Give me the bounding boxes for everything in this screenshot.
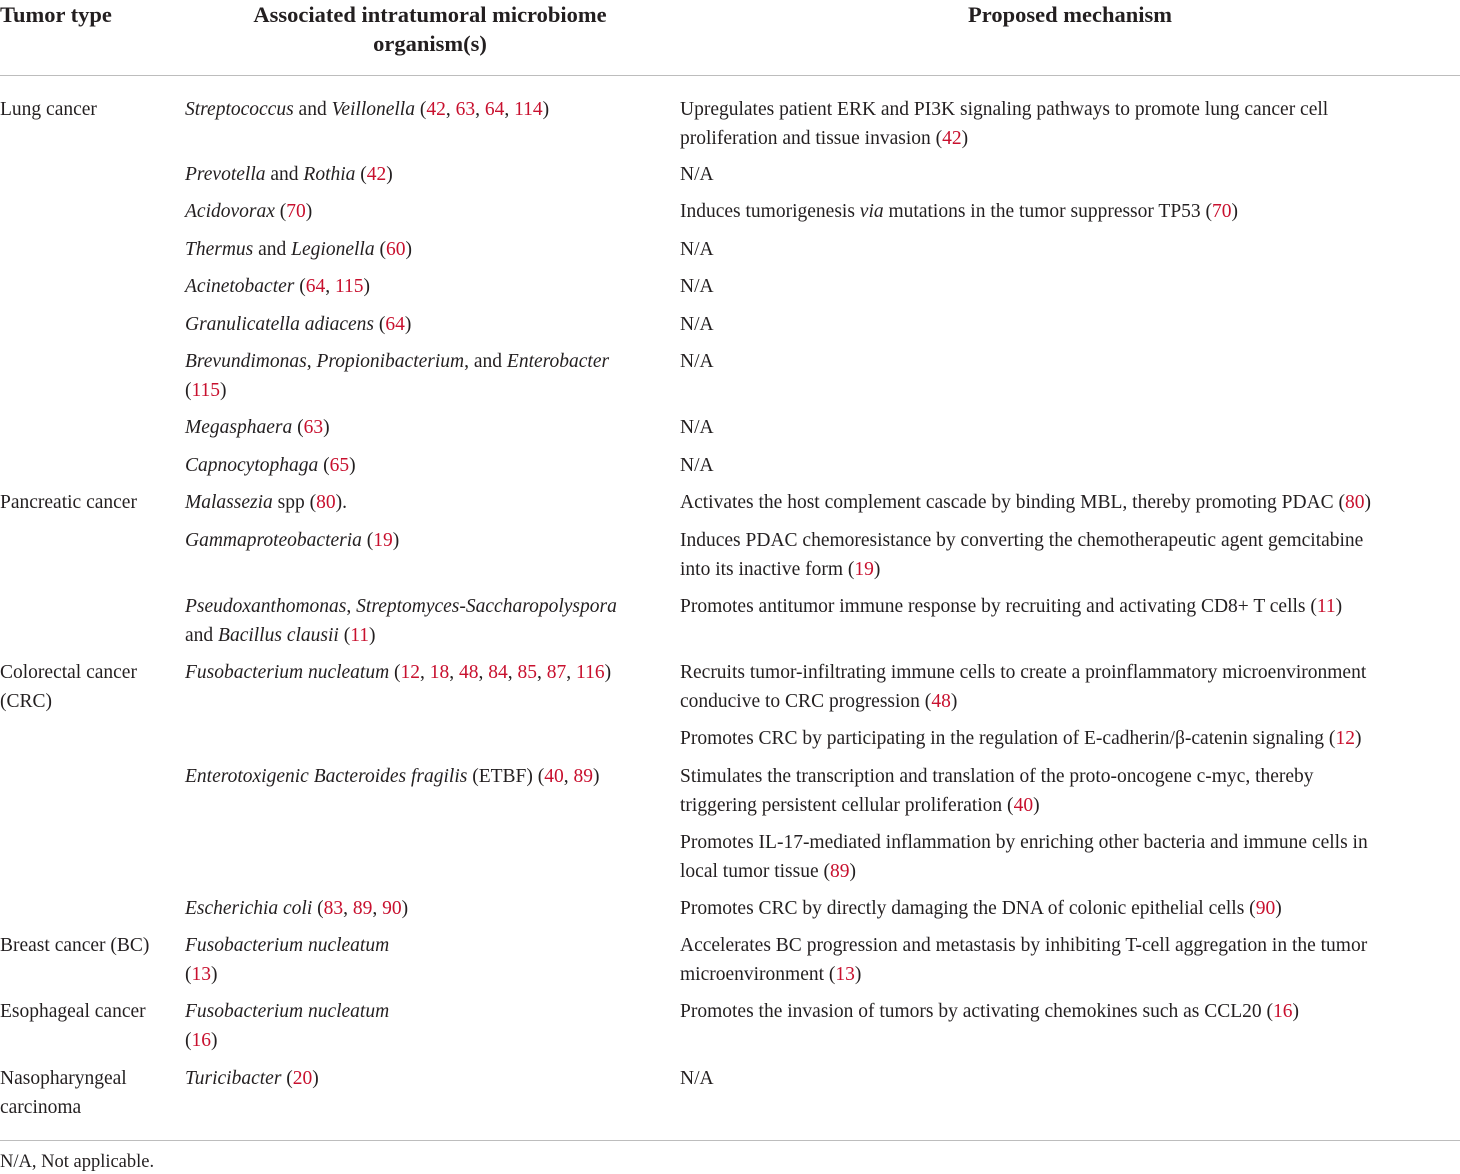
organism-cell — [185, 96, 549, 125]
reference-link[interactable]: 80 — [316, 492, 336, 513]
text-span: ) — [211, 963, 218, 985]
text-span: , — [475, 99, 485, 120]
text-span: ( — [318, 455, 330, 476]
text-span: , — [325, 276, 335, 297]
reference-link[interactable]: 42 — [366, 164, 387, 185]
mechanism-cell-line — [680, 829, 1368, 858]
mechanism-cell — [680, 348, 714, 377]
text-span: conducive to CRC progression ( — [680, 690, 932, 712]
organism-cell-line — [185, 895, 408, 924]
reference-link[interactable]: 64 — [484, 99, 505, 120]
mechanism-cell — [680, 829, 1368, 886]
text-span: N/A — [680, 455, 714, 476]
mechanism-cell — [680, 725, 1361, 754]
reference-link[interactable]: 13 — [191, 963, 211, 985]
reference-link[interactable]: 89 — [573, 766, 593, 787]
text-span: ) — [405, 239, 412, 260]
mechanism-cell-line — [680, 273, 714, 302]
organism-cell — [185, 198, 312, 227]
text-span: ( — [389, 662, 401, 683]
text-span: and — [253, 239, 292, 260]
organism-cell — [185, 414, 330, 443]
organism-name: Prevotella — [185, 164, 266, 185]
text-span: , — [343, 898, 353, 919]
organism-name: Thermus — [185, 239, 254, 260]
text-span: , — [306, 351, 317, 372]
organism-cell-line — [185, 273, 370, 302]
organism-cell-line — [185, 96, 549, 125]
organism-cell — [185, 527, 399, 556]
organism-name: via — [859, 201, 884, 222]
bottom-rule — [0, 1140, 1460, 1141]
text-span: ) — [401, 898, 409, 919]
text-span: spp ( — [272, 492, 317, 513]
text-span: ( — [292, 417, 304, 438]
mechanism-cell-line — [680, 895, 1282, 924]
text-span: ( — [374, 314, 386, 335]
footnote: N/A, Not applicable. — [0, 1152, 155, 1172]
header-organisms — [185, 0, 675, 58]
reference-link[interactable]: 70 — [1212, 201, 1232, 222]
organism-name: Propionibacterium — [316, 351, 465, 372]
text-span: ) — [368, 624, 376, 646]
tumor-type-cell — [0, 659, 137, 716]
reference-link[interactable]: 64 — [385, 314, 405, 335]
organism-name: Turicibacter — [185, 1068, 282, 1089]
organism-name: Streptomyces-Saccharopolyspora — [356, 596, 617, 617]
organism-name: Fusobacterium nucleatum — [185, 1001, 390, 1022]
text-span: , — [420, 662, 430, 683]
text-span: ). — [335, 492, 347, 513]
text-span: ( — [281, 1068, 293, 1089]
text-span: Promotes antitumor immune response by recruiting and activating CD8+ T cells ( — [680, 596, 1317, 617]
organism-cell — [185, 1065, 319, 1094]
reference-link[interactable]: 40 — [1013, 794, 1034, 816]
organism-cell — [185, 161, 393, 190]
tumor-type-cell-line: Colorectal cancer — [0, 662, 137, 683]
text-span: , — [445, 99, 456, 120]
organism-name: Acidovorax — [185, 201, 275, 222]
organism-cell-line — [185, 236, 412, 265]
text-span: Stimulates the transcription and translation of the proto-oncogene c-myc, thereby — [680, 766, 1314, 787]
mechanism-cell — [680, 198, 1238, 227]
text-span: mutations in the tumor suppressor TP53 ( — [883, 201, 1213, 222]
organism-cell-line — [185, 998, 389, 1027]
organism-name: Rothia — [303, 164, 356, 185]
text-span: Activates the host complement cascade by binding MBL, thereby promoting PDAC ( — [680, 492, 1346, 513]
text-span: , — [537, 662, 547, 683]
organism-cell — [185, 659, 611, 688]
mechanism-cell-line — [680, 236, 714, 265]
mechanism-cell — [680, 161, 714, 190]
text-span: ) — [961, 127, 969, 149]
text-span: , — [449, 662, 460, 683]
mechanism-cell-line — [680, 125, 1328, 154]
reference-link[interactable]: 16 — [1273, 1001, 1293, 1022]
text-span: ) — [873, 558, 881, 580]
tumor-type-cell-line: Nasopharyngeal — [0, 1068, 127, 1089]
text-span: , — [372, 898, 383, 919]
reference-link[interactable]: 114 — [514, 99, 543, 120]
organism-cell-line — [185, 198, 312, 227]
organism-cell-line — [185, 527, 399, 556]
organism-name: Veillonella — [331, 99, 415, 120]
header-mechanism: Proposed mechanism — [968, 2, 1172, 27]
reference-link[interactable]: 87 — [546, 662, 567, 683]
text-span: ) — [542, 99, 550, 120]
text-span: proliferation and tissue invasion ( — [680, 127, 943, 149]
organism-cell — [185, 311, 411, 340]
organism-cell — [185, 998, 389, 1055]
organism-name: Fusobacterium nucleatum — [185, 662, 390, 683]
text-span: ( — [294, 276, 306, 297]
text-span: ( — [185, 963, 192, 985]
reference-link[interactable]: 42 — [426, 99, 446, 120]
mechanism-cell-line — [680, 998, 1299, 1027]
reference-link[interactable]: 84 — [488, 662, 508, 683]
organism-cell-line — [185, 377, 609, 406]
organism-cell-line — [185, 161, 393, 190]
text-span: , — [507, 662, 518, 683]
text-span: ) — [854, 963, 862, 985]
reference-link[interactable]: 20 — [292, 1068, 313, 1089]
text-span: , — [563, 766, 574, 787]
mechanism-cell — [680, 489, 1371, 518]
header-organisms-line2: organism(s) — [373, 31, 487, 56]
organism-cell-line — [185, 414, 330, 443]
organism-cell — [185, 932, 389, 989]
mechanism-cell — [680, 311, 714, 340]
text-span: microenvironment ( — [680, 963, 836, 985]
organism-name: Capnocytophaga — [185, 455, 319, 476]
reference-link[interactable]: 63 — [303, 417, 324, 438]
organism-name: Granulicatella adiacens — [185, 314, 375, 335]
reference-link[interactable]: 12 — [400, 662, 421, 683]
organism-cell-line — [185, 311, 411, 340]
text-span: ) — [950, 690, 958, 712]
organism-cell — [185, 895, 408, 924]
tumor-type-cell-line: Pancreatic cancer — [0, 492, 137, 513]
text-span: N/A — [680, 239, 714, 260]
text-span: Induces PDAC chemoresistance by converting the chemotherapeutic agent gemcitabine — [680, 530, 1364, 551]
reference-link[interactable]: 89 — [830, 860, 850, 882]
text-span: ) — [1033, 794, 1040, 816]
mechanism-cell-line — [680, 858, 1368, 887]
reference-link[interactable]: 16 — [191, 1029, 211, 1051]
reference-link[interactable]: 89 — [352, 898, 373, 919]
reference-link[interactable]: 18 — [429, 662, 450, 683]
text-span: ) — [1292, 1001, 1300, 1022]
text-span: ) — [386, 164, 393, 185]
text-span: ) — [305, 201, 313, 222]
text-span: , — [566, 662, 577, 683]
organism-cell-line — [185, 348, 609, 377]
tumor-type-cell-line: carcinoma — [0, 1096, 82, 1118]
reference-link[interactable]: 64 — [305, 276, 326, 297]
mechanism-cell-line — [680, 161, 714, 190]
text-span: Promotes CRC by participating in the regulation of E-cadherin/β-catenin signaling ( — [680, 728, 1336, 749]
reference-link[interactable]: 70 — [286, 201, 306, 222]
text-span: ( — [414, 99, 427, 120]
text-span: ) — [1275, 898, 1282, 919]
reference-link[interactable]: 19 — [854, 558, 874, 580]
tumor-type-cell — [0, 932, 149, 961]
mechanism-cell-line — [680, 792, 1314, 821]
text-span: Recruits tumor-infiltrating immune cells to create a proinflammatory microenvironment — [680, 662, 1367, 683]
tumor-type-cell-line: Breast cancer (BC) — [0, 935, 150, 956]
mechanism-cell-line — [680, 1065, 714, 1094]
tumor-type-cell — [0, 96, 97, 125]
organism-name: Legionella — [291, 239, 375, 260]
reference-link[interactable]: 60 — [385, 239, 406, 260]
reference-link[interactable]: 90 — [382, 898, 402, 919]
reference-link[interactable]: 11 — [350, 624, 369, 646]
text-span: ) — [604, 662, 612, 683]
text-span: ( — [185, 379, 192, 401]
organism-cell-line — [185, 452, 356, 481]
reference-link[interactable]: 48 — [459, 662, 479, 683]
organism-cell-line — [185, 1027, 389, 1056]
reference-link[interactable]: 19 — [373, 530, 393, 551]
text-span: and — [293, 99, 332, 120]
text-span: triggering persistent cellular proliferation ( — [680, 794, 1014, 816]
text-span: ( — [338, 624, 351, 646]
mechanism-cell-line — [680, 932, 1367, 961]
reference-link[interactable]: 11 — [1316, 596, 1336, 617]
mechanism-cell — [680, 236, 714, 265]
organism-name: Brevundimonas — [185, 351, 307, 372]
text-span: ) — [220, 379, 227, 401]
mechanism-cell-line — [680, 489, 1371, 518]
organism-cell — [185, 452, 356, 481]
tumor-type-cell — [0, 489, 137, 518]
organism-cell-line — [185, 1065, 319, 1094]
organism-cell-line — [185, 932, 389, 961]
organism-name: Acinetobacter — [185, 276, 295, 297]
organism-cell-line — [185, 622, 617, 651]
text-span: ) — [392, 530, 400, 551]
tumor-type-cell-line: Lung cancer — [0, 99, 97, 120]
text-span: ) — [1354, 728, 1362, 749]
text-span: N/A — [680, 1068, 714, 1089]
text-span: ) — [849, 860, 857, 882]
text-span: ) — [1364, 492, 1372, 513]
organism-cell-line — [185, 659, 611, 688]
organism-cell — [185, 348, 609, 405]
reference-link[interactable]: 65 — [329, 455, 350, 476]
text-span: ) — [363, 276, 371, 297]
text-span: ) — [1335, 596, 1343, 617]
text-span: ( — [274, 201, 287, 222]
reference-link[interactable]: 115 — [191, 379, 221, 401]
header-rule — [0, 75, 1460, 76]
mechanism-cell — [680, 96, 1328, 153]
mechanism-cell — [680, 1065, 714, 1094]
mechanism-cell — [680, 593, 1342, 622]
organism-name: Pseudoxanthomonas — [185, 596, 347, 617]
tumor-type-cell — [0, 998, 146, 1027]
organism-name: Gammaproteobacteria — [185, 530, 362, 551]
tumor-type-cell — [0, 1065, 127, 1122]
reference-link[interactable]: 63 — [455, 99, 476, 120]
text-span: ) — [593, 766, 600, 787]
reference-link[interactable]: 40 — [544, 766, 564, 787]
text-span: ( — [374, 239, 386, 260]
header-organisms-line1: Associated intratumoral microbiome — [253, 2, 607, 27]
tumor-type-cell-line: Esophageal cancer — [0, 1001, 146, 1022]
reference-link[interactable]: 48 — [931, 690, 951, 712]
text-span: , — [504, 99, 515, 120]
reference-link[interactable]: 12 — [1335, 728, 1355, 749]
mechanism-cell-line — [680, 198, 1238, 227]
mechanism-cell-line — [680, 659, 1366, 688]
text-span: Upregulates patient ERK and PI3K signaling pathways to promote lung cancer cell — [680, 99, 1329, 120]
mechanism-cell — [680, 932, 1367, 989]
text-span: local tumor tissue ( — [680, 860, 831, 882]
organism-cell-line — [185, 489, 347, 518]
reference-link[interactable]: 83 — [323, 898, 344, 919]
header-tumor-type: Tumor type — [0, 2, 112, 27]
organism-cell — [185, 763, 600, 792]
organism-cell-line — [185, 763, 600, 792]
organism-name: Megasphaera — [185, 417, 293, 438]
organism-name: Streptococcus — [185, 99, 294, 120]
mechanism-cell-line — [680, 556, 1363, 585]
text-span: N/A — [680, 314, 714, 335]
mechanism-cell — [680, 414, 714, 443]
text-span: N/A — [680, 276, 714, 297]
mechanism-cell-line — [680, 961, 1367, 990]
mechanism-cell-line — [680, 348, 714, 377]
text-span: N/A — [680, 351, 714, 372]
text-span: , — [478, 662, 489, 683]
mechanism-cell-line — [680, 452, 714, 481]
text-span: and — [265, 164, 304, 185]
organism-cell-line — [185, 593, 617, 622]
reference-link[interactable]: 42 — [942, 127, 962, 149]
text-span: ) — [211, 1029, 218, 1051]
reference-link[interactable]: 80 — [1345, 492, 1365, 513]
organism-cell — [185, 489, 347, 518]
mechanism-cell-line — [680, 763, 1314, 792]
mechanism-cell-line — [680, 593, 1342, 622]
text-span: ( — [355, 164, 367, 185]
text-span: Accelerates BC progression and metastasis by inhibiting T-cell aggregation in the tumor — [680, 935, 1368, 956]
mechanism-cell-line — [680, 688, 1366, 717]
organism-name: Bacillus clausii — [218, 624, 339, 646]
organism-cell — [185, 273, 370, 302]
text-span: Promotes IL-17-mediated inflammation by enriching other bacteria and immune cells in — [680, 832, 1368, 853]
text-span: N/A — [680, 164, 714, 185]
reference-link[interactable]: 116 — [576, 662, 605, 683]
mechanism-cell-line — [680, 725, 1361, 754]
organism-name: Malassezia — [185, 492, 273, 513]
text-span: ) — [312, 1068, 319, 1089]
text-span: ) — [404, 314, 412, 335]
reference-link[interactable]: 13 — [835, 963, 855, 985]
mechanism-cell — [680, 527, 1363, 584]
mechanism-cell — [680, 659, 1366, 716]
mechanism-cell — [680, 998, 1299, 1027]
organism-name: Enterotoxigenic Bacteroides fragilis — [185, 766, 468, 787]
mechanism-cell-line — [680, 414, 714, 443]
text-span: ( — [185, 1029, 192, 1051]
organism-cell-line — [185, 961, 389, 990]
organism-name: Escherichia coli — [185, 898, 313, 919]
text-span: N/A — [680, 417, 714, 438]
mechanism-cell — [680, 273, 714, 302]
text-span: (ETBF) ( — [467, 766, 545, 787]
mechanism-cell — [680, 895, 1282, 924]
text-span: ) — [349, 455, 356, 476]
text-span: Promotes CRC by directly damaging the DNA of colonic epithelial cells ( — [680, 898, 1256, 919]
text-span: ) — [1231, 201, 1239, 222]
text-span: Promotes the invasion of tumors by activating chemokines such as CCL20 ( — [680, 1001, 1274, 1022]
text-span: ( — [361, 530, 374, 551]
text-span: , and — [464, 351, 507, 372]
reference-link[interactable]: 90 — [1255, 898, 1276, 919]
reference-link[interactable]: 115 — [335, 276, 364, 297]
text-span: into its inactive form ( — [680, 558, 855, 580]
mechanism-cell — [680, 763, 1314, 820]
mechanism-cell-line — [680, 96, 1328, 125]
reference-link[interactable]: 85 — [517, 662, 538, 683]
organism-cell — [185, 593, 617, 650]
text-span: Induces tumorigenesis — [680, 201, 860, 222]
text-span: ) — [323, 417, 330, 438]
mechanism-cell-line — [680, 311, 714, 340]
mechanism-cell-line — [680, 527, 1363, 556]
organism-name: Fusobacterium nucleatum — [185, 935, 390, 956]
tumor-type-cell-line: (CRC) — [0, 690, 53, 712]
organism-name: Enterobacter — [506, 351, 610, 372]
text-span: , — [346, 596, 357, 617]
organism-cell — [185, 236, 412, 265]
text-span: and — [185, 624, 219, 646]
mechanism-cell — [680, 452, 714, 481]
text-span: ( — [312, 898, 324, 919]
